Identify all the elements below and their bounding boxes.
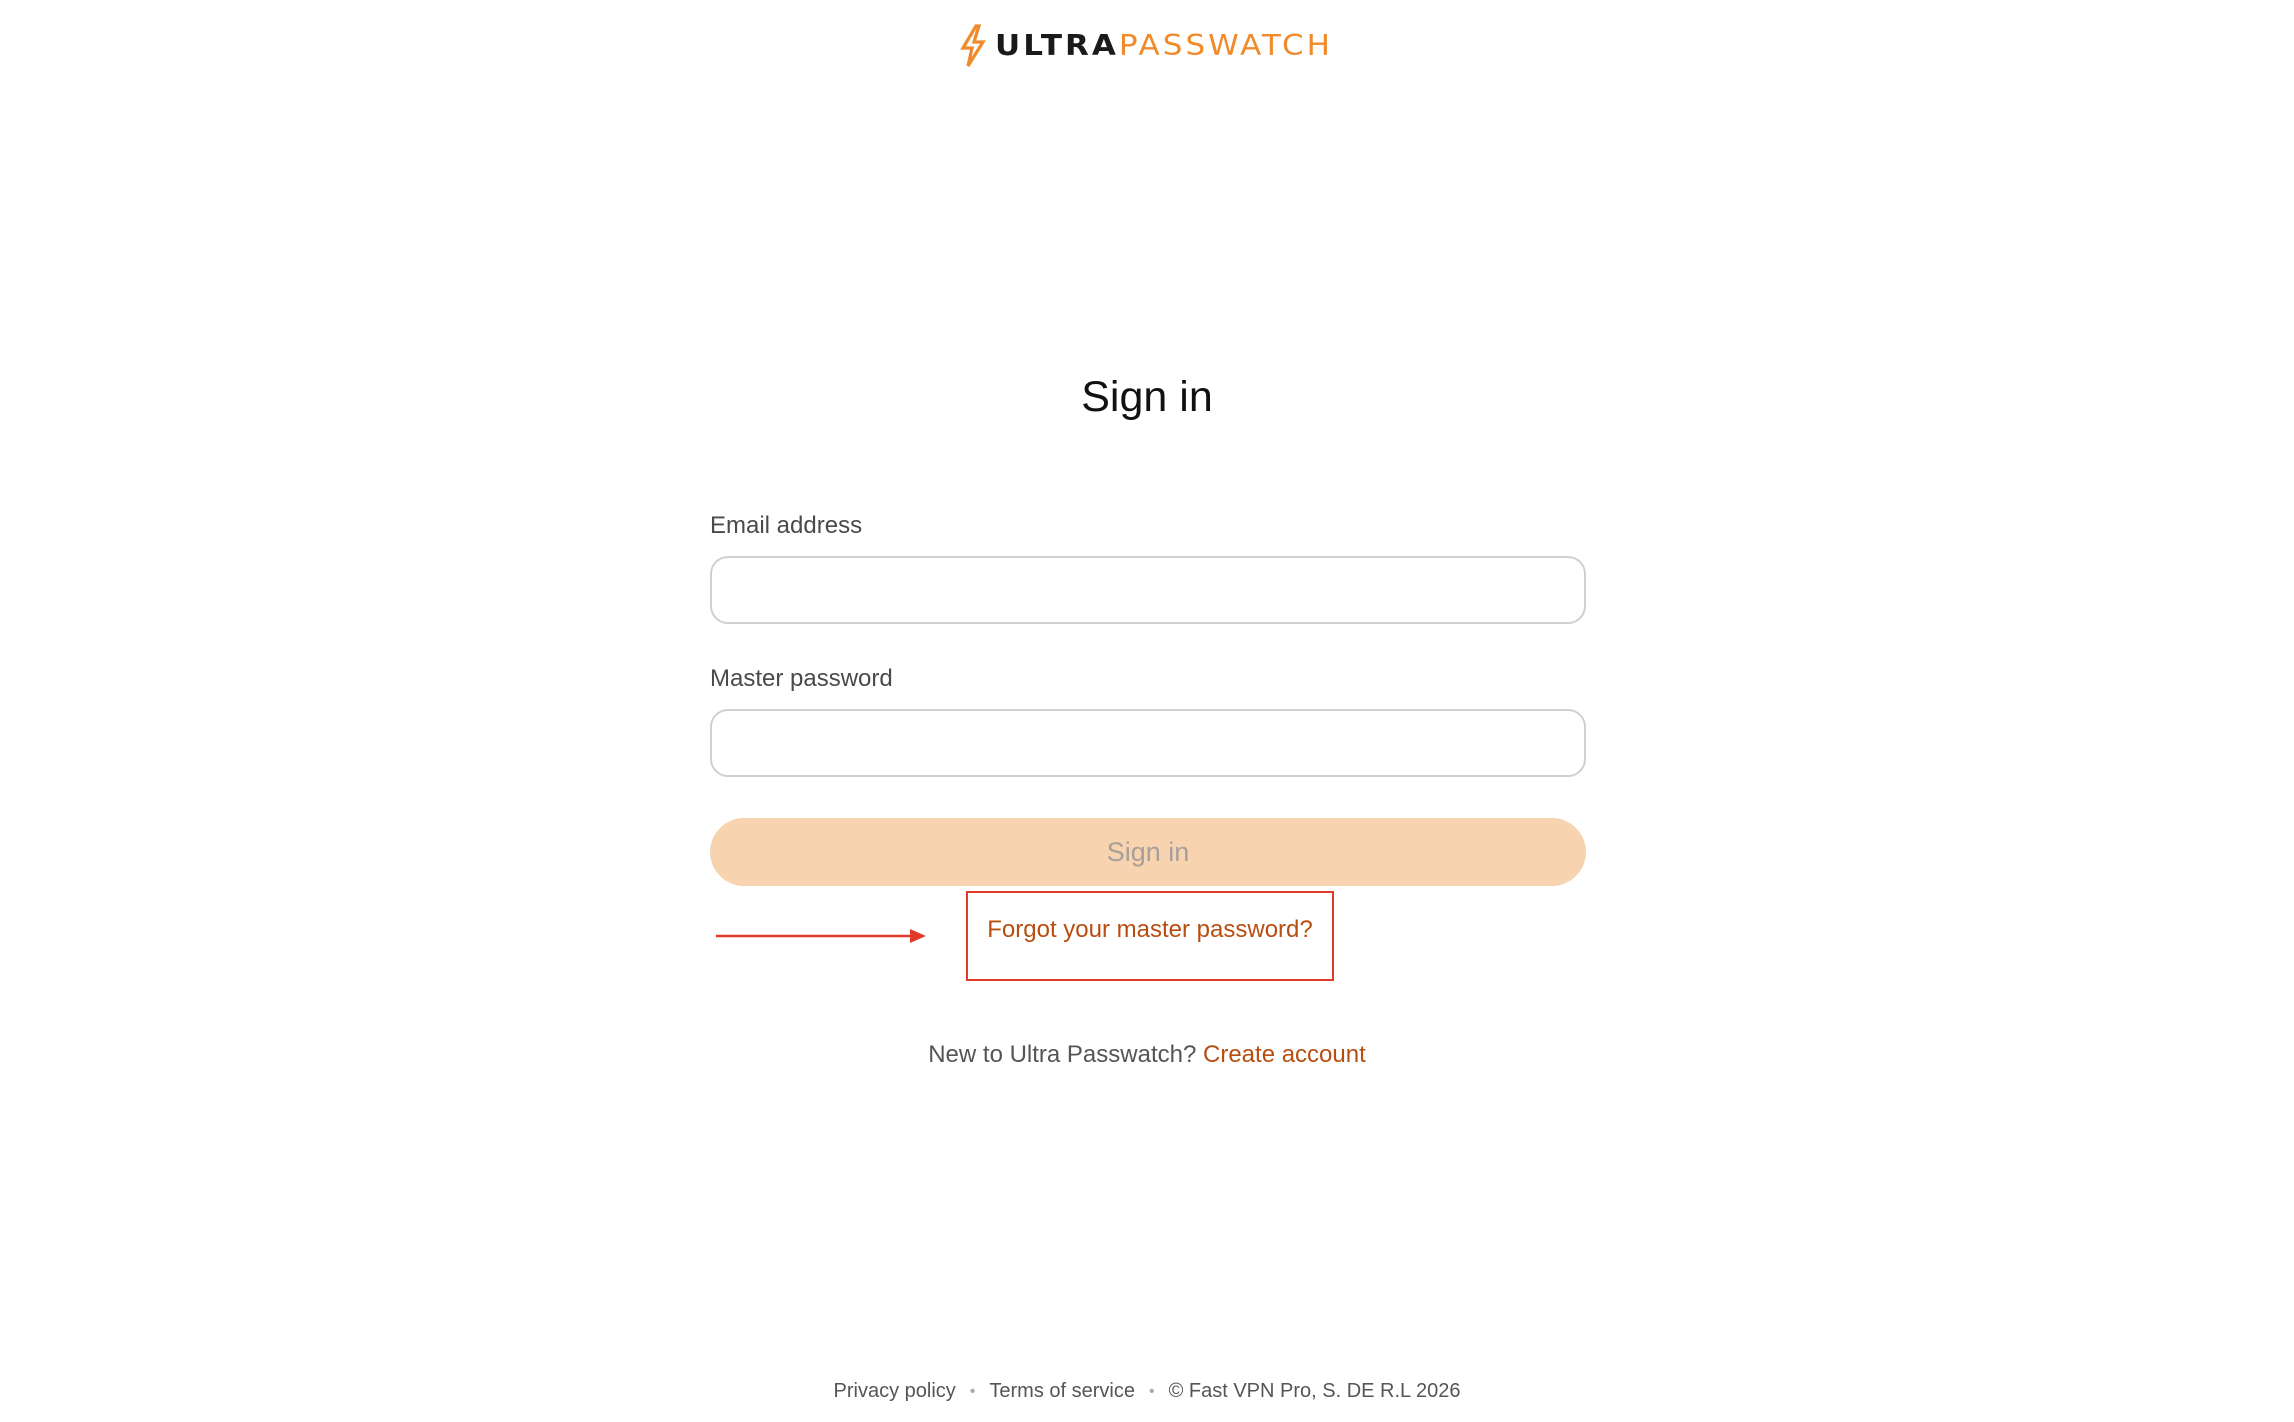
- forgot-password-highlight: [966, 891, 1334, 981]
- terms-of-service-link[interactable]: Terms of service: [989, 1380, 1135, 1402]
- footer: [0, 1380, 2294, 1403]
- logo-wordmark: [995, 28, 1333, 63]
- create-account-link[interactable]: Create account: [1203, 1041, 1366, 1068]
- email-input[interactable]: [710, 556, 1586, 624]
- lightning-bolt-icon: [957, 24, 989, 68]
- page-title: Sign in: [1081, 373, 1213, 421]
- logo-text-ultra: ULTRA: [995, 28, 1119, 63]
- annotation-arrow-icon: [716, 926, 926, 946]
- privacy-policy-link[interactable]: Privacy policy: [833, 1380, 956, 1402]
- signup-prompt-line: [0, 1041, 2294, 1069]
- sign-in-button[interactable]: Sign in: [710, 818, 1586, 886]
- logo[interactable]: [0, 24, 2294, 68]
- signup-prompt: New to Ultra Passwatch?: [928, 1041, 1197, 1068]
- footer-separator: •: [969, 1382, 976, 1400]
- master-password-input[interactable]: [710, 709, 1586, 777]
- copyright-text: © Fast VPN Pro, S. DE R.L 2026: [1168, 1380, 1461, 1402]
- password-label: Master password: [710, 665, 893, 692]
- forgot-password-link[interactable]: Forgot your master password?: [987, 916, 1313, 943]
- footer-separator: •: [1148, 1382, 1155, 1400]
- logo-text-passwatch: PASSWATCH: [1118, 28, 1333, 63]
- email-label: Email address: [710, 512, 863, 539]
- logo-group: [957, 24, 1333, 68]
